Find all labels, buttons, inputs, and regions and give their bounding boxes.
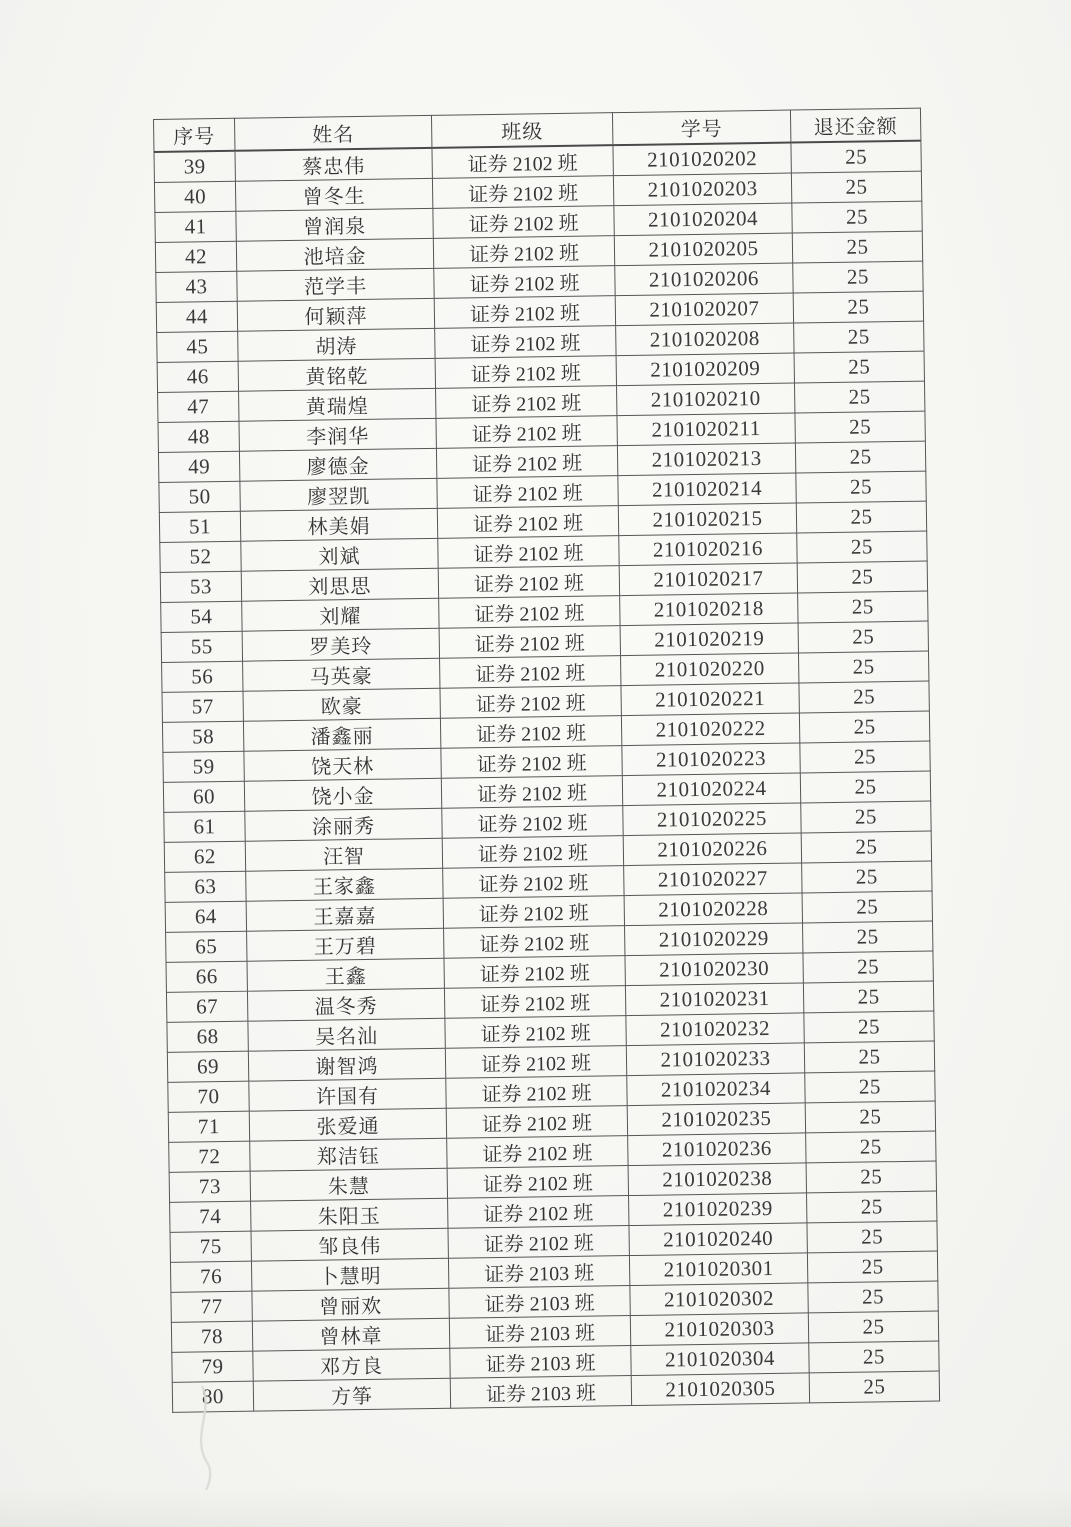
cell-serial-number: 64 (165, 901, 246, 932)
cell-student-id: 2101020217 (619, 563, 797, 596)
cell-refund-amount: 25 (791, 141, 921, 173)
cell-refund-amount: 25 (805, 1071, 935, 1103)
cell-student-id: 2101020215 (618, 503, 796, 536)
cell-serial-number: 78 (171, 1321, 252, 1352)
cell-refund-amount: 25 (802, 891, 932, 923)
cell-student-id: 2101020203 (613, 173, 791, 206)
cell-class: 证券 2102 班 (439, 626, 620, 659)
cell-serial-number: 53 (160, 571, 241, 602)
cell-student-id: 2101020202 (613, 143, 791, 176)
cell-serial-number: 47 (158, 391, 239, 422)
cell-serial-number: 57 (162, 691, 243, 722)
cell-student-id: 2101020209 (616, 353, 794, 386)
cell-name: 朱阳玉 (251, 1198, 448, 1231)
cell-name: 黄铭乾 (238, 358, 435, 391)
cell-student-id: 2101020235 (627, 1103, 805, 1136)
cell-student-id: 2101020230 (625, 953, 803, 986)
cell-refund-amount: 25 (798, 591, 928, 623)
cell-name: 曾润泉 (236, 208, 433, 241)
cell-class: 证券 2102 班 (440, 656, 621, 689)
cell-class: 证券 2102 班 (433, 206, 614, 239)
cell-name: 刘耀 (242, 598, 439, 631)
cell-class: 证券 2102 班 (447, 1166, 628, 1199)
cell-refund-amount: 25 (794, 321, 924, 353)
cell-student-id: 2101020213 (617, 443, 795, 476)
cell-refund-amount: 25 (795, 411, 925, 443)
cell-serial-number: 44 (156, 301, 237, 332)
cell-refund-amount: 25 (809, 1341, 939, 1373)
cell-class: 证券 2102 班 (446, 1106, 627, 1139)
cell-serial-number: 80 (172, 1381, 253, 1412)
cell-class: 证券 2102 班 (441, 776, 622, 809)
cell-class: 证券 2102 班 (445, 1046, 626, 1079)
cell-class: 证券 2102 班 (444, 986, 625, 1019)
cell-refund-amount: 25 (807, 1251, 937, 1283)
cell-name: 饶天林 (244, 748, 441, 781)
cell-serial-number: 69 (167, 1051, 248, 1082)
cell-student-id: 2101020216 (619, 533, 797, 566)
cell-refund-amount: 25 (799, 711, 929, 743)
cell-name: 潘鑫丽 (243, 718, 440, 751)
cell-serial-number: 67 (166, 991, 247, 1022)
cell-student-id: 2101020210 (617, 383, 795, 416)
cell-class: 证券 2103 班 (449, 1316, 630, 1349)
cell-class: 证券 2102 班 (436, 416, 617, 449)
cell-name: 饶小金 (244, 778, 441, 811)
cell-student-id: 2101020204 (614, 203, 792, 236)
cell-refund-amount: 25 (806, 1131, 936, 1163)
cell-name: 廖翌凯 (240, 478, 437, 511)
cell-refund-amount: 25 (803, 951, 933, 983)
cell-student-id: 2101020222 (621, 713, 799, 746)
cell-student-id: 2101020224 (622, 773, 800, 806)
cell-name: 李润华 (239, 418, 436, 451)
scan-bottom-shadow (0, 1487, 1071, 1527)
cell-name: 朱慧 (250, 1168, 447, 1201)
cell-refund-amount: 25 (796, 471, 926, 503)
cell-class: 证券 2102 班 (437, 506, 618, 539)
cell-refund-amount: 25 (799, 681, 929, 713)
cell-name: 黄瑞煌 (239, 388, 436, 421)
cell-name: 王鑫 (247, 958, 444, 991)
header-student-id: 学号 (612, 110, 790, 145)
cell-refund-amount: 25 (809, 1371, 939, 1403)
cell-class: 证券 2102 班 (448, 1226, 629, 1259)
cell-student-id: 2101020233 (626, 1043, 804, 1076)
cell-name: 郑洁钰 (250, 1138, 447, 1171)
cell-serial-number: 46 (157, 361, 238, 392)
cell-student-id: 2101020226 (623, 833, 801, 866)
cell-class: 证券 2102 班 (434, 296, 615, 329)
cell-refund-amount: 25 (791, 171, 921, 203)
cell-refund-amount: 25 (794, 351, 924, 383)
header-name: 姓名 (234, 115, 431, 150)
header-class: 班级 (431, 113, 612, 148)
cell-name: 范学丰 (237, 268, 434, 301)
cell-class: 证券 2102 班 (440, 716, 621, 749)
cell-refund-amount: 25 (798, 651, 928, 683)
cell-refund-amount: 25 (805, 1101, 935, 1133)
cell-class: 证券 2102 班 (436, 446, 617, 479)
cell-class: 证券 2103 班 (450, 1376, 631, 1409)
cell-name: 刘斌 (241, 538, 438, 571)
cell-serial-number: 48 (158, 421, 239, 452)
cell-serial-number: 77 (171, 1291, 252, 1322)
cell-serial-number: 79 (172, 1351, 253, 1382)
cell-class: 证券 2102 班 (432, 145, 613, 178)
cell-serial-number: 40 (154, 181, 235, 212)
cell-serial-number: 41 (155, 211, 236, 242)
cell-student-id: 2101020227 (624, 863, 802, 896)
cell-name: 林美娟 (240, 508, 437, 541)
cell-class: 证券 2102 班 (437, 476, 618, 509)
cell-serial-number: 60 (163, 781, 244, 812)
cell-serial-number: 43 (156, 271, 237, 302)
cell-class: 证券 2102 班 (433, 236, 614, 269)
cell-name: 曾林章 (252, 1318, 449, 1351)
cell-serial-number: 76 (170, 1261, 251, 1292)
cell-name: 卜慧明 (251, 1258, 448, 1291)
cell-student-id: 2101020302 (630, 1283, 808, 1316)
cell-class: 证券 2102 班 (441, 746, 622, 779)
cell-student-id: 2101020225 (623, 803, 801, 836)
cell-class: 证券 2103 班 (449, 1286, 630, 1319)
cell-name: 方筝 (253, 1378, 450, 1411)
cell-student-id: 2101020303 (630, 1313, 808, 1346)
cell-student-id: 2101020305 (631, 1373, 809, 1406)
cell-class: 证券 2102 班 (447, 1136, 628, 1169)
cell-refund-amount: 25 (798, 621, 928, 653)
cell-class: 证券 2102 班 (448, 1196, 629, 1229)
cell-serial-number: 72 (169, 1141, 250, 1172)
cell-student-id: 2101020229 (625, 923, 803, 956)
cell-serial-number: 42 (155, 241, 236, 272)
cell-refund-amount: 25 (797, 531, 927, 563)
cell-student-id: 2101020214 (618, 473, 796, 506)
cell-class: 证券 2103 班 (448, 1256, 629, 1289)
cell-serial-number: 75 (170, 1231, 251, 1262)
table-body (154, 141, 940, 1413)
cell-student-id: 2101020211 (617, 413, 795, 446)
cell-refund-amount: 25 (804, 1011, 934, 1043)
cell-class: 证券 2102 班 (438, 536, 619, 569)
cell-refund-amount: 25 (803, 981, 933, 1013)
cell-class: 证券 2102 班 (432, 176, 613, 209)
cell-refund-amount: 25 (808, 1311, 938, 1343)
cell-class: 证券 2102 班 (444, 956, 625, 989)
cell-serial-number: 63 (165, 871, 246, 902)
cell-refund-amount: 25 (794, 381, 924, 413)
cell-serial-number: 58 (162, 721, 243, 752)
cell-name: 许国有 (249, 1078, 446, 1111)
cell-name: 廖德金 (239, 448, 436, 481)
cell-name: 张爱通 (249, 1108, 446, 1141)
cell-serial-number: 71 (168, 1111, 249, 1142)
cell-serial-number: 56 (162, 661, 243, 692)
cell-name: 马英豪 (243, 658, 440, 691)
cell-serial-number: 62 (164, 841, 245, 872)
cell-name: 胡涛 (238, 328, 435, 361)
cell-name: 温冬秀 (247, 988, 444, 1021)
cell-class: 证券 2102 班 (435, 326, 616, 359)
cell-student-id: 2101020207 (615, 293, 793, 326)
cell-serial-number: 49 (158, 451, 239, 482)
cell-student-id: 2101020301 (629, 1253, 807, 1286)
cell-student-id: 2101020239 (629, 1193, 807, 1226)
cell-name: 王嘉嘉 (246, 898, 443, 931)
cell-student-id: 2101020223 (622, 743, 800, 776)
cell-student-id: 2101020208 (616, 323, 794, 356)
cell-name: 曾冬生 (235, 178, 432, 211)
cell-serial-number: 55 (161, 631, 242, 662)
cell-refund-amount: 25 (804, 1041, 934, 1073)
cell-serial-number: 52 (160, 541, 241, 572)
cell-name: 欧豪 (243, 688, 440, 721)
refund-table-container (153, 108, 934, 1413)
cell-name: 王万碧 (247, 928, 444, 961)
cell-serial-number: 50 (159, 481, 240, 512)
cell-name: 吴名汕 (248, 1018, 445, 1051)
cell-refund-amount: 25 (802, 861, 932, 893)
cell-serial-number: 61 (164, 811, 245, 842)
cell-student-id: 2101020205 (614, 233, 792, 266)
cell-student-id: 2101020240 (629, 1223, 807, 1256)
cell-name: 邓方良 (253, 1348, 450, 1381)
cell-serial-number: 51 (159, 511, 240, 542)
cell-refund-amount: 25 (796, 501, 926, 533)
cell-name: 池培金 (236, 238, 433, 271)
cell-refund-amount: 25 (795, 441, 925, 473)
cell-refund-amount: 25 (792, 231, 922, 263)
cell-refund-amount: 25 (807, 1191, 937, 1223)
cell-class: 证券 2102 班 (443, 866, 624, 899)
cell-refund-amount: 25 (808, 1281, 938, 1313)
cell-student-id: 2101020238 (628, 1163, 806, 1196)
cell-serial-number: 74 (170, 1201, 251, 1232)
cell-class: 证券 2103 班 (450, 1346, 631, 1379)
cell-student-id: 2101020304 (631, 1343, 809, 1376)
cell-class: 证券 2102 班 (442, 806, 623, 839)
cell-class: 证券 2102 班 (439, 596, 620, 629)
cell-refund-amount: 25 (802, 921, 932, 953)
cell-student-id: 2101020220 (621, 653, 799, 686)
cell-student-id: 2101020231 (625, 983, 803, 1016)
cell-refund-amount: 25 (801, 831, 931, 863)
cell-class: 证券 2102 班 (445, 1016, 626, 1049)
cell-refund-amount: 25 (806, 1161, 936, 1193)
cell-name: 罗美玲 (242, 628, 439, 661)
cell-student-id: 2101020228 (624, 893, 802, 926)
cell-serial-number: 70 (168, 1081, 249, 1112)
header-refund-amount: 退还金额 (790, 108, 920, 142)
cell-serial-number: 59 (163, 751, 244, 782)
header-serial-number: 序号 (154, 118, 235, 152)
cell-serial-number: 39 (154, 151, 235, 183)
cell-class: 证券 2102 班 (436, 386, 617, 419)
cell-student-id: 2101020236 (628, 1133, 806, 1166)
cell-name: 汪智 (245, 838, 442, 871)
cell-refund-amount: 25 (797, 561, 927, 593)
cell-student-id: 2101020219 (620, 623, 798, 656)
cell-serial-number: 68 (167, 1021, 248, 1052)
cell-class: 证券 2102 班 (435, 356, 616, 389)
cell-student-id: 2101020206 (615, 263, 793, 296)
cell-student-id: 2101020218 (620, 593, 798, 626)
cell-student-id: 2101020234 (627, 1073, 805, 1106)
cell-refund-amount: 25 (800, 771, 930, 803)
cell-class: 证券 2102 班 (438, 566, 619, 599)
cell-serial-number: 54 (161, 601, 242, 632)
cell-class: 证券 2102 班 (446, 1076, 627, 1109)
cell-serial-number: 66 (166, 961, 247, 992)
cell-name: 邹良伟 (251, 1228, 448, 1261)
cell-refund-amount: 25 (793, 291, 923, 323)
cell-class: 证券 2102 班 (443, 896, 624, 929)
cell-class: 证券 2102 班 (442, 836, 623, 869)
cell-name: 刘思思 (241, 568, 438, 601)
cell-class: 证券 2102 班 (434, 266, 615, 299)
cell-serial-number: 73 (169, 1171, 250, 1202)
cell-refund-amount: 25 (800, 741, 930, 773)
cell-student-id: 2101020232 (626, 1013, 804, 1046)
cell-name: 谢智鸿 (248, 1048, 445, 1081)
cell-name: 涂丽秀 (245, 808, 442, 841)
cell-student-id: 2101020221 (621, 683, 799, 716)
cell-serial-number: 65 (166, 931, 247, 962)
cell-name: 王家鑫 (246, 868, 443, 901)
cell-refund-amount: 25 (793, 261, 923, 293)
cell-serial-number: 45 (157, 331, 238, 362)
cell-refund-amount: 25 (801, 801, 931, 833)
cell-name: 蔡忠伟 (235, 148, 432, 181)
refund-table (153, 108, 940, 1413)
cell-name: 曾丽欢 (252, 1288, 449, 1321)
cell-refund-amount: 25 (792, 201, 922, 233)
cell-class: 证券 2102 班 (444, 926, 625, 959)
cell-class: 证券 2102 班 (440, 686, 621, 719)
cell-name: 何颖萍 (237, 298, 434, 331)
cell-refund-amount: 25 (807, 1221, 937, 1253)
